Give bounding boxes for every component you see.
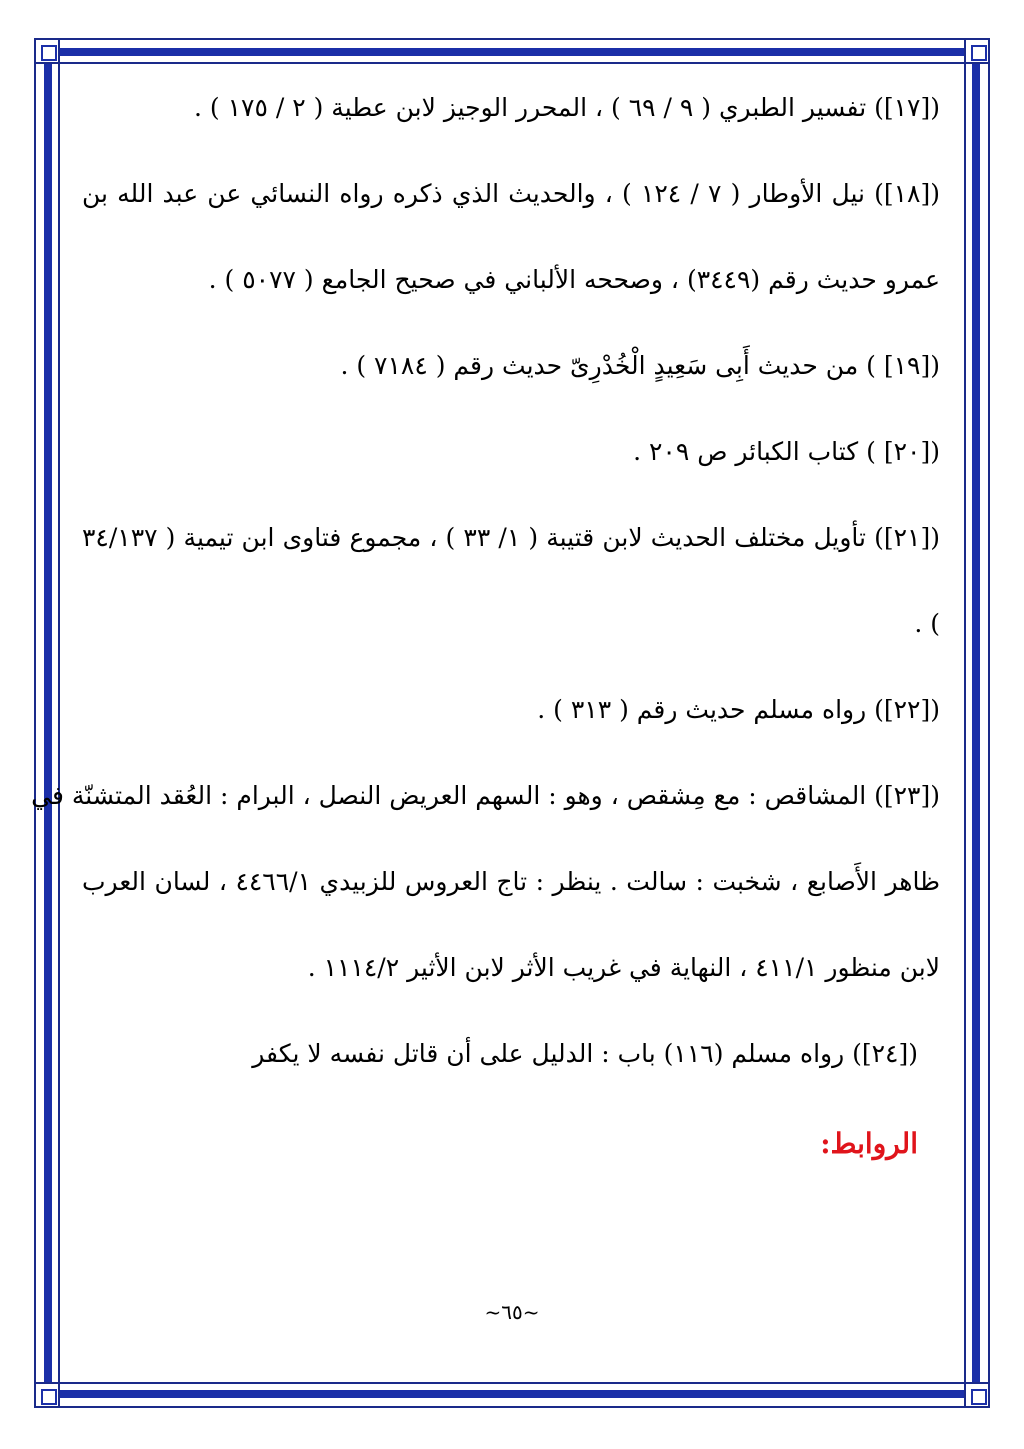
footnote-18: ([١٨]) نيل الأوطار ( ٧ / ١٢٤ ) ، والحديث الذي ذكره رواه النسائي عن عبد الله بن (82, 179, 940, 208)
footnote-24: ([٢٤]) رواه مسلم (١١٦) باب : الدليل على أن قاتل نفسه لا يكفر (252, 1039, 918, 1068)
frame-corner-ornament (34, 1382, 60, 1408)
footnote-22: ([٢٢]) رواه مسلم حديث رقم ( ٣١٣ ) . (537, 695, 940, 724)
links-heading: الروابط: (820, 1127, 918, 1160)
footnote-23-continued: ظاهر الأَصابع ، شخبت : سالت . ينظر : تاج العروس للزبيدي ٤٤٦٦/١ ، لسان العرب (82, 867, 941, 896)
footnote-23: ([٢٣]) المشاقص : مع مِشقص ، وهو : السهم العريض النصل ، البرام : العُقد المتشنّة في (31, 781, 940, 810)
footnote-23-end: لابن منظور ٤١١/١ ، النهاية في غريب الأثر لابن الأثير ١١١٤/٢ . (307, 953, 940, 982)
footnote-17: ([١٧]) تفسير الطبري ( ٩ / ٦٩ ) ، المحرر الوجيز لابن عطية ( ٢ / ١٧٥ ) . (194, 93, 940, 122)
page-number: ~٦٥~ (484, 1300, 540, 1324)
footnote-21-continued: ) . (914, 609, 940, 638)
footnote-19: ([١٩] ) من حديث أَبِى سَعِيدٍ الْخُدْرِىّ حديث رقم ( ٧١٨٤ ) . (340, 351, 940, 380)
frame-corner-ornament (34, 38, 60, 64)
footnote-21: ([٢١]) تأويل مختلف الحديث لابن قتيبة ( ١/ ٣٣ ) ، مجموع فتاوى ابن تيمية ( ٣٤/١٣٧ (82, 523, 940, 552)
footnotes-body (31, 80, 941, 1172)
frame-corner-ornament (964, 38, 990, 64)
footnote-18-continued: عمرو حديث رقم (٣٤٤٩) ، وصححه الألباني في صحيح الجامع ( ٥٠٧٧ ) . (208, 265, 940, 294)
frame-corner-ornament (964, 1382, 990, 1408)
footnote-20: ([٢٠] ) كتاب الكبائر ص ٢٠٩ . (633, 437, 940, 466)
